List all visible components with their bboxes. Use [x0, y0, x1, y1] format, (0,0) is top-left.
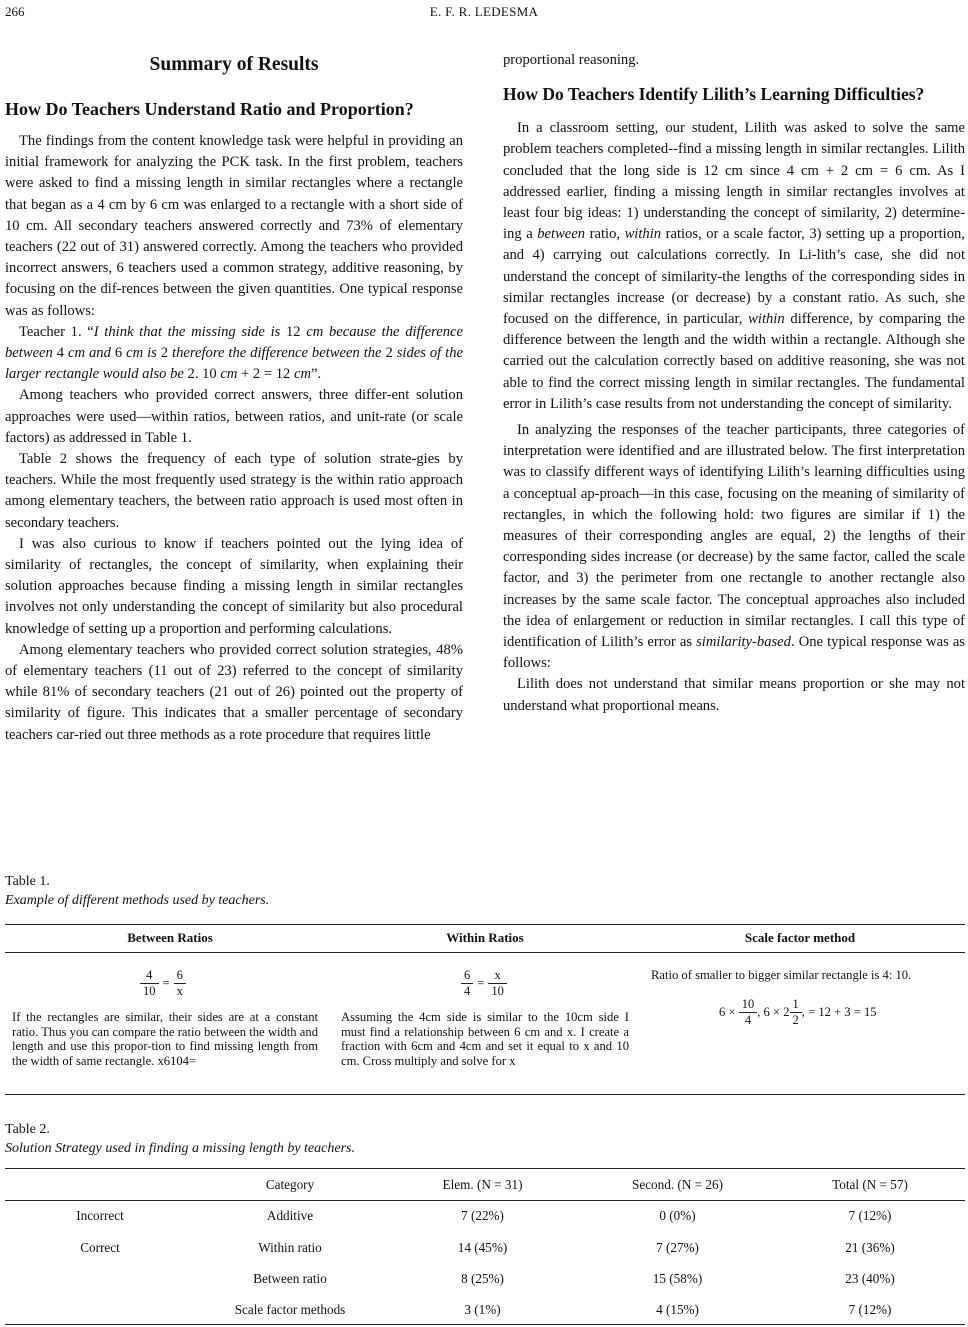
scale-equation: 6 × $\frac{10}{4}$ , 6 × 2 $\frac{1}{2}$ , = 12 + 3 = 15	[719, 996, 877, 1027]
header-total: Total (N = 57)	[832, 1177, 908, 1192]
paragraph: Table 2 shows the frequency of each type of solution strate-gies by teachers. While the most frequently used strategy is the within ratio approach among elementary teachers, the between ratio approach is used most often in secondary teachers.	[5, 451, 463, 531]
table2-title: Solution Strategy used in finding a missing length by teachers.	[5, 1141, 355, 1156]
paragraph: I was also curious to know if teachers pointed out the lying idea of similarity of rectangles, the concept of similarity, when explaining their solution approaches because finding a missing length in similar rectangles involves not only understanding the concept of similarity but also procedural knowledge of setting up a proportion and performing calculations.	[5, 535, 463, 637]
within-text: Assuming the 4cm side is similar to the 10cm side I must find a relationship between 6 cm and x. I create a fraction with 6cm and 4cm and set it equal to x and 10 cm. Cross multiply and solve for x	[341, 1010, 629, 1068]
cell-between-ratios	[12, 968, 318, 1068]
table-row: Between ratio 8 (25%) 15 (58%) 23 (40%)	[253, 1271, 895, 1286]
table1-caption	[5, 872, 269, 910]
subsection-title-ratio: How Do Teachers Understand Ratio and Proportion?	[5, 99, 414, 119]
cell-scale-factor	[651, 968, 955, 1028]
table-row: Correct Within ratio 14 (45%) 7 (27%) 21 (36%)	[80, 1240, 895, 1255]
table-row: Scale factor methods 3 (1%) 4 (15%) 7 (12%)	[234, 1302, 892, 1317]
table2-top-rule	[5, 1168, 965, 1169]
within-equation: $\frac{6}{4}$ = $\frac{x}{10}$	[461, 968, 629, 1004]
header-second: Second. (N = 26)	[632, 1177, 723, 1192]
cell-within-ratios	[341, 968, 629, 1068]
paragraph: Lilith does not understand that similar means proportion or she may not understand what proportional means.	[503, 676, 965, 714]
paragraph-continued: proportional reasoning.	[503, 52, 640, 68]
paragraph: Among elementary teachers who provided correct solution strategies, 48% of elementary teachers (11 out of 23) referred to the concept of similarity while 81% of secondary teachers (21 out of 26) pointed out the property of similarity of figure. This indicates that a smaller percentage of secondary teachers car-ried out three methods as a rote procedure that requires little	[5, 641, 463, 743]
teacher-quote: Teacher 1. “I think that the missing side is 12 cm because the difference between 4 cm and 6 cm is 2 therefore the difference between the 2 sides of the larger rectangle would also be 2. 10 cm + 2 = 12 cm”.	[5, 323, 464, 383]
table-row: Incorrect Additive 7 (22%) 0 (0%) 7 (12%)	[76, 1208, 892, 1223]
between-equation: $\frac{4}{10}$ = $\frac{6}{x}$	[140, 968, 318, 1004]
between-text: If the rectangles are similar, their sides are at a constant ratio. Thus you can compare the ratio between the width and length and use this propor-tion to find missing length from the width of same rectangle. x6104=	[12, 1010, 318, 1068]
scale-text: Ratio of smaller to bigger similar rectangle is 4: 10.	[651, 968, 912, 982]
left-column	[5, 50, 463, 746]
table1-title: Example of different methods used by teachers.	[5, 893, 270, 908]
paragraph: The findings from the content knowledge task were helpful in providing an initial framework for analyzing the PCK task. In the first problem, teachers were asked to find a missing length in similar rectangles where a rectangle that began as a 4 cm by 6 cm was enlarged to a rectangle with a short side of 10 cm. All secondary teachers answered correctly and 73% of elementary teachers (22 out of 31) answered correctly. Among the teachers who provided incorrect answers, 6 teachers used a common strategy, additive reasoning, by focusing on the dif-rences between the given quantities. One typical response was as follows:	[5, 133, 463, 319]
paragraph: Among teachers who provided correct answers, three differ-ent solution approaches were used—within ratios, between ratios, and unit-rate (or scale factors) as addressed in Table 1.	[5, 387, 463, 446]
table1-header	[5, 918, 965, 958]
table2-header-row	[5, 1177, 965, 1201]
running-head	[0, 4, 968, 24]
table2-caption	[5, 1120, 355, 1158]
table2-label: Table 2.	[5, 1122, 50, 1137]
header-category: Category	[265, 1177, 315, 1192]
right-column	[503, 50, 965, 717]
header-between-ratios: Between Ratios	[127, 930, 213, 945]
header-within-ratios: Within Ratios	[446, 930, 524, 945]
paragraph: In a classroom setting, our student, Lilith was asked to solve the same problem teachers completed--find a missing length in similar rectangles. Lilith concluded that the long side is 12 cm since 4 cm + 2 cm = 6 cm. As I addressed earlier, finding a missing length in similar rectangles involves at least four big ideas: 1) understanding the concept of similarity, 2) determine-ing a between ratio, within ratios, or a scale factor, 3) setting up a proportion, and 4) carrying out calculations correctly. In Li-lith’s case, she did not understand the concept of similarity-the lengths of the corresponding sides in similar rectangles increase (or decrease) by a constant ratio. As such, she focused on the difference, in particular, within difference, by comparing the difference between the length and the width within a rectangle. Although she carried out the calculation correctly based on additive reasoning, she was not able to find the correct missing length in similar rectangles. The fundamental error in Lilith’s case results from not understanding the concept of similarity.	[503, 120, 966, 412]
page-number: 266	[5, 4, 25, 19]
table1-bottom-rule	[5, 1094, 965, 1095]
header-scale-factor: Scale factor method	[744, 930, 856, 945]
header-elem: Elem. (N = 31)	[442, 1177, 523, 1192]
table1-label: Table 1.	[5, 874, 50, 889]
section-title: Summary of Results	[149, 54, 319, 75]
running-author: E. F. R. LEDESMA	[429, 4, 539, 19]
subsection-title-difficulties: How Do Teachers Identify Lilith’s Learning Difficulties?	[503, 84, 925, 105]
paragraph: In analyzing the responses of the teacher participants, three categories of interpretation were identified and are illustrated below. The first interpretation was to classify different ways of identifying Lilith’s learning difficulties using a conceptual ap-proach—in this case, focusing on the meaning of similarity of rectangles, in which the following hold: two figures are similar if 1) the measures of their corresponding angles are equal, 2) the lengths of their corresponding sides increase (or decrease) by the same factor, called the scale factor, and 3) the perimeter from one rectangle to another rectangle also increases by the same scale factor. The conceptual approaches also included the idea of enlargement or reduction in similar rectangles. I call this type of identification of Lilith’s error as similarity-based. One typical response was as follows:	[503, 422, 965, 672]
